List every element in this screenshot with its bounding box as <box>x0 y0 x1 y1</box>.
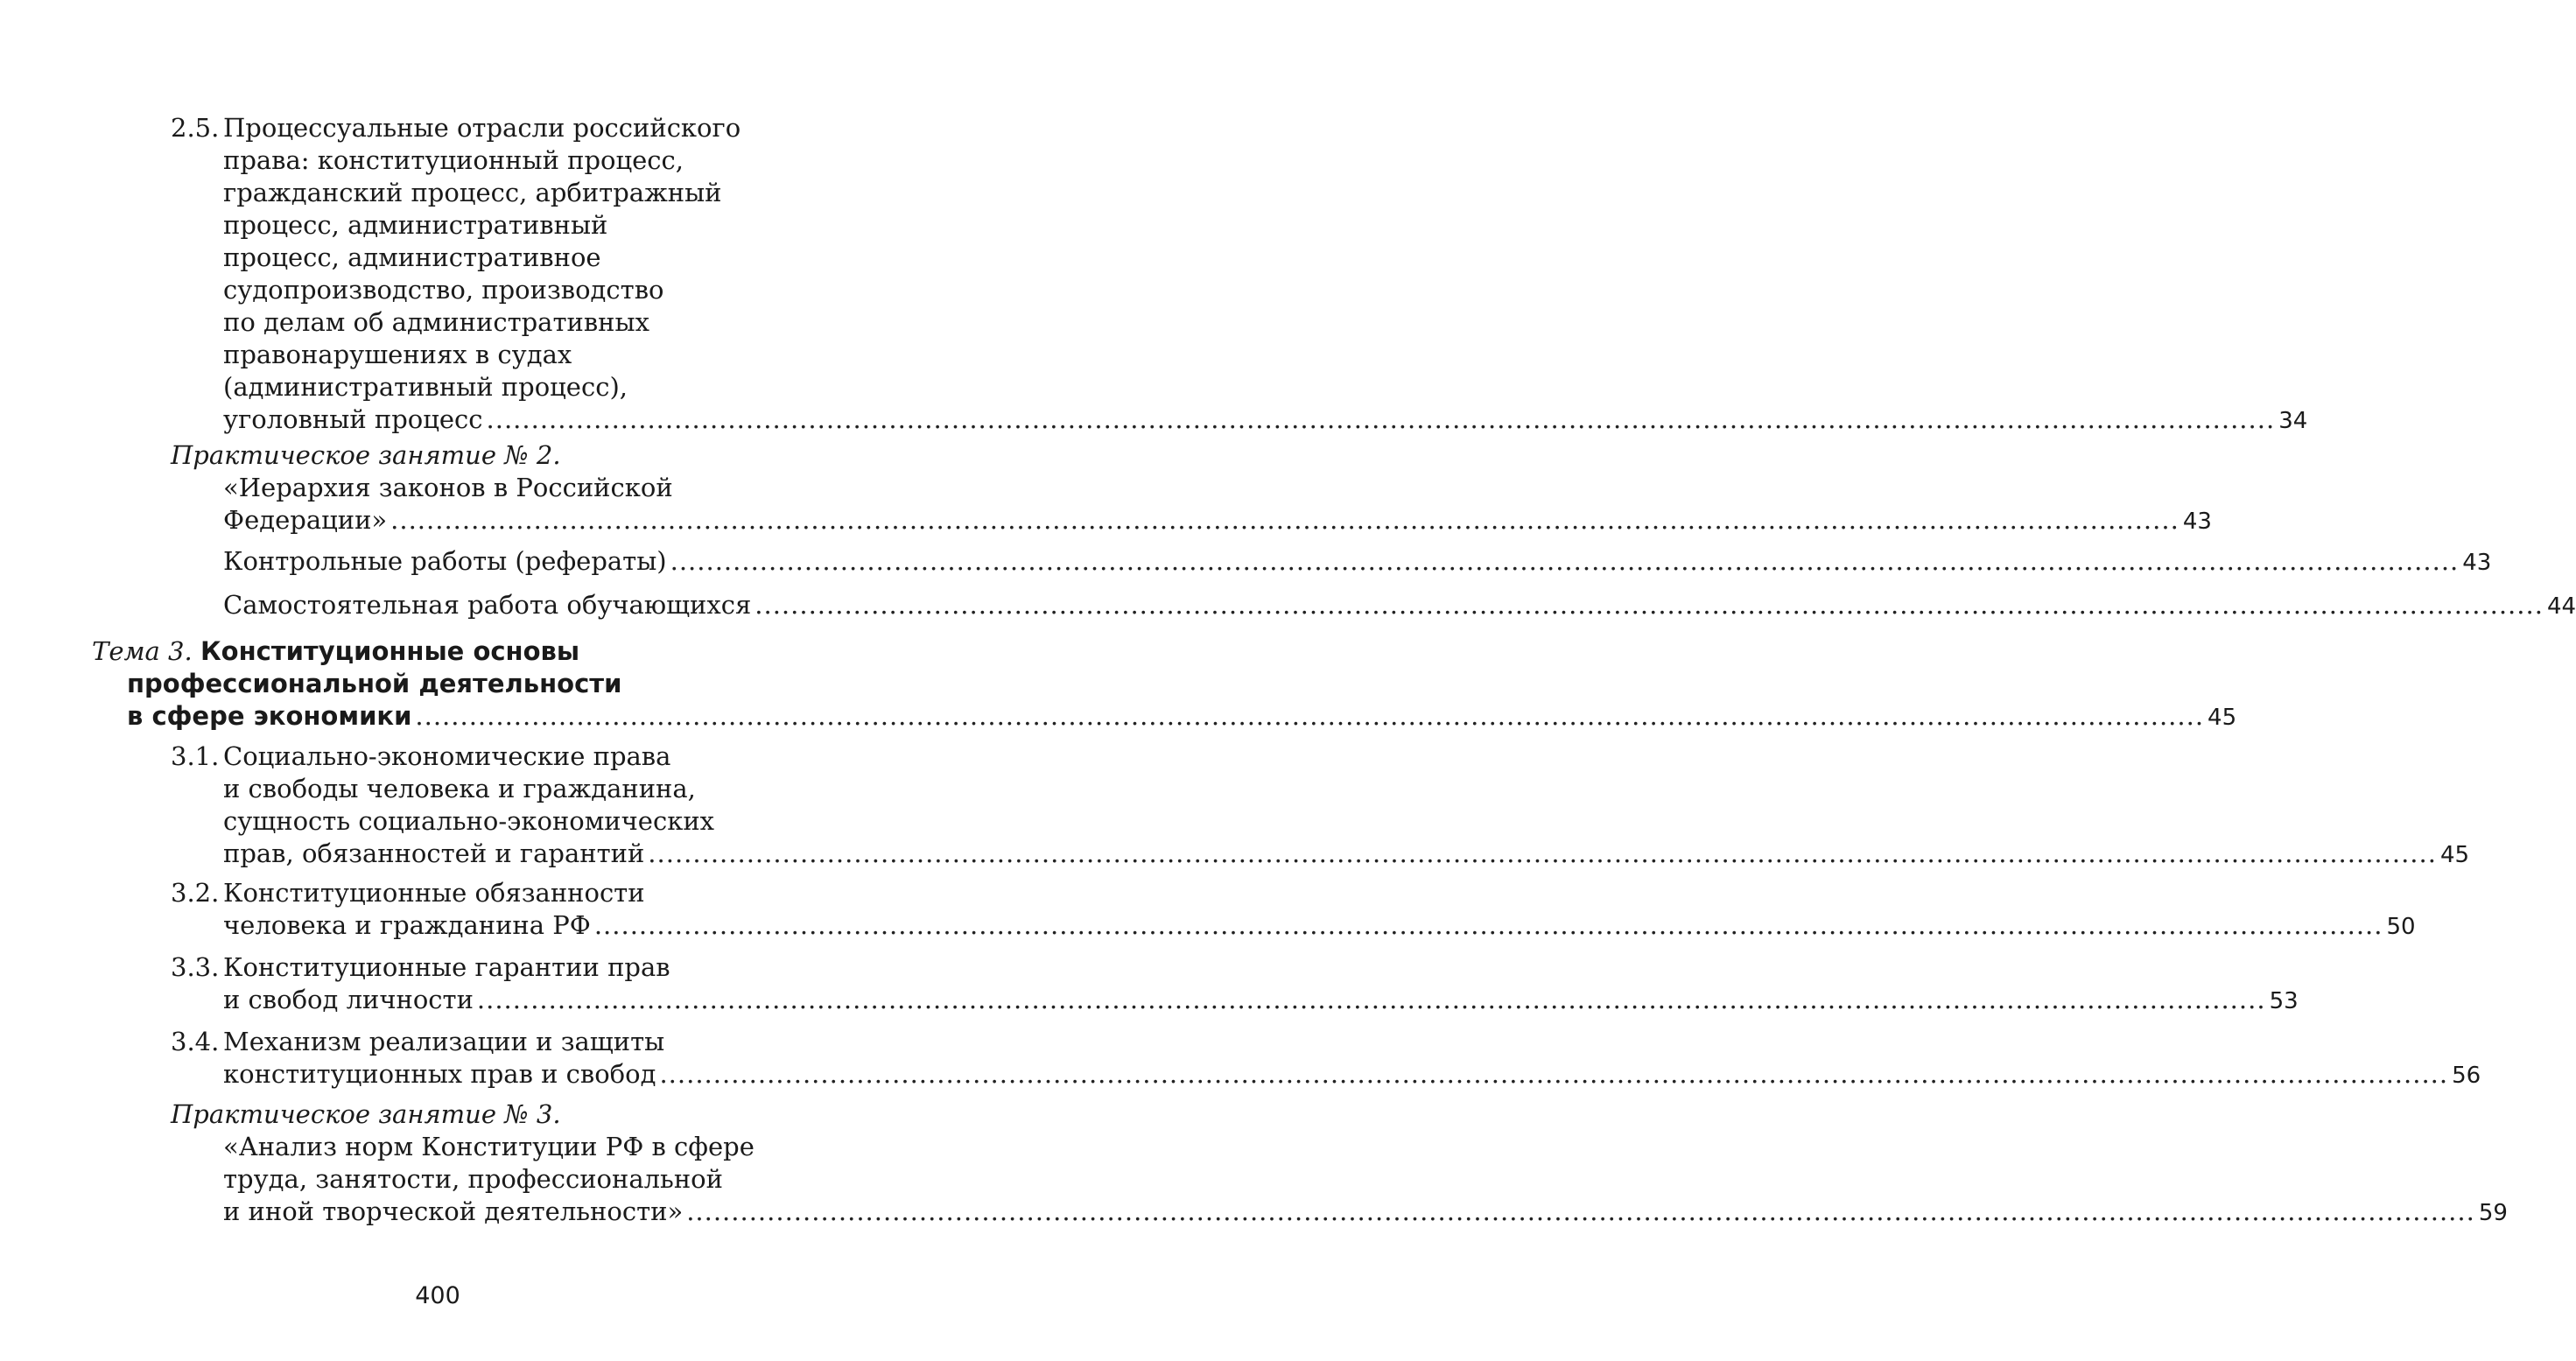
toc-entry-practice-3 <box>171 1098 2508 1228</box>
entry-line: Процессуальные отрасли российского <box>223 113 741 143</box>
toc-entry-self-study <box>223 589 2576 621</box>
dot-leader: ........................................................................................................................................................................................................ <box>390 505 2179 535</box>
entry-line: уголовный процесс <box>223 404 483 434</box>
dot-leader: ........................................................................................................................................................................................................ <box>755 590 2544 620</box>
page-ref: 45 <box>2439 842 2470 868</box>
entry-line: и свободы человека и гражданина, <box>223 774 696 803</box>
entry-line: процесс, административный <box>223 210 608 240</box>
dot-leader: ........................................................................................................................................................................................................ <box>686 1196 2475 1226</box>
entry-number: 3.4. <box>171 1027 220 1056</box>
dot-leader: ........................................................................................................................................................................................................ <box>476 985 2266 1014</box>
entry-line: Самостоятельная работа обучающихся <box>223 590 752 620</box>
entry-line: (административный процесс), <box>223 372 628 402</box>
page-number: 400 <box>415 1282 460 1309</box>
page-ref: 45 <box>2207 705 2237 731</box>
practice-label: Практическое занятие № 2. <box>171 440 561 470</box>
page-ref: 59 <box>2478 1200 2508 1226</box>
page-ref: 43 <box>2462 550 2492 576</box>
entry-line: прав, обязанностей и гарантий <box>223 838 645 868</box>
page-ref: 50 <box>2386 914 2416 940</box>
entry-line: процесс, административное <box>223 242 601 272</box>
entry-number: 3.3. <box>171 952 220 982</box>
toc-entry-practice-2 <box>171 439 2212 537</box>
toc-entry-control-works <box>223 545 2492 578</box>
dot-leader: ........................................................................................................................................................................................................ <box>659 1059 2449 1089</box>
entry-line: «Иерархия законов в Российской <box>223 473 673 502</box>
page-ref: 56 <box>2452 1063 2481 1089</box>
entry-line: правонарушениях в судах <box>223 340 572 369</box>
entry-line: Конституционные гарантии прав <box>223 952 670 982</box>
dot-leader: ........................................................................................................................................................................................................ <box>670 546 2460 576</box>
theme-title: в сфере экономики <box>127 701 412 731</box>
dot-leader: ........................................................................................................................................................................................................ <box>648 838 2437 868</box>
dot-leader: ........................................................................................................................................................................................................ <box>486 404 2276 434</box>
page-ref: 34 <box>2278 408 2308 434</box>
dot-leader: ........................................................................................................................................................................................................ <box>415 701 2205 731</box>
entry-line: и свобод личности <box>223 985 474 1014</box>
theme-title: Конституционные основы <box>200 636 580 666</box>
practice-label: Практическое занятие № 3. <box>171 1099 561 1129</box>
entry-line: труда, занятости, профессиональной <box>223 1164 723 1194</box>
entry-line: Механизм реализации и защиты <box>223 1027 665 1056</box>
dot-leader: ........................................................................................................................................................................................................ <box>593 910 2383 940</box>
entry-line: и иной творческой деятельности» <box>223 1196 684 1226</box>
entry-line: человека и гражданина РФ <box>223 910 591 940</box>
theme-prefix: Тема 3. <box>92 636 193 666</box>
entry-line: судопроизводство, производство <box>223 275 664 305</box>
entry-number: 3.2. <box>171 878 220 908</box>
entry-line: Контрольные работы (рефераты) <box>223 546 667 576</box>
entry-line: Конституционные обязанности <box>223 878 645 908</box>
theme-title: профессиональной деятельности <box>127 669 622 698</box>
page-ref: 44 <box>2546 593 2576 620</box>
entry-number: 2.5. <box>171 113 220 143</box>
entry-line: сущность социально-экономических <box>223 806 714 836</box>
entry-line: по делам об административных <box>223 307 649 337</box>
entry-line: права: конституционный процесс, <box>223 145 684 175</box>
entry-line: Социально-экономические права <box>223 741 671 771</box>
entry-line: конституционных прав и свобод <box>223 1059 656 1089</box>
entry-line: гражданский процесс, арбитражный <box>223 178 722 207</box>
entry-line: Федерации» <box>223 505 388 535</box>
entry-line: «Анализ норм Конституции РФ в сфере <box>223 1132 755 1161</box>
entry-number: 3.1. <box>171 741 220 771</box>
toc-entry-theme-3 <box>92 635 2237 733</box>
page-ref: 43 <box>2182 509 2212 535</box>
page-ref: 53 <box>2269 988 2299 1014</box>
